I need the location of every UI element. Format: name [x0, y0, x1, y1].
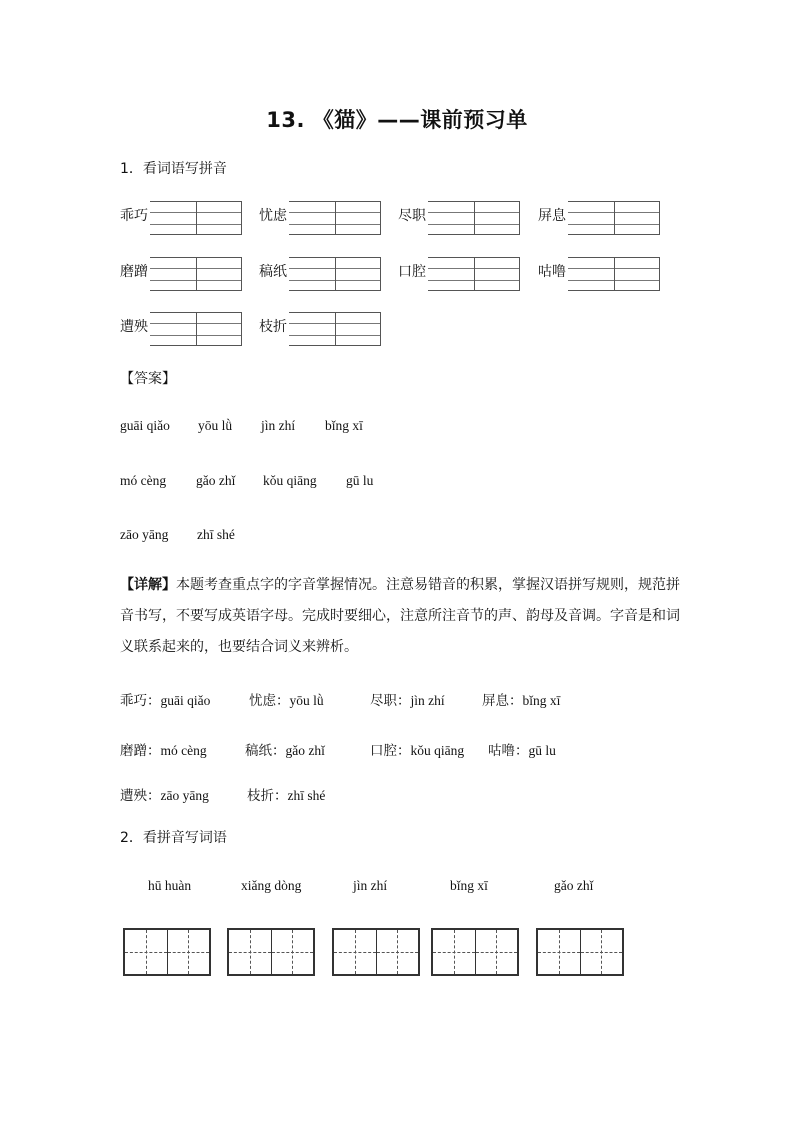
detail-label: 【详解】: [120, 577, 176, 593]
detail-word: 口腔：: [370, 743, 411, 759]
pinyin-writing-grid[interactable]: [150, 201, 242, 235]
q2-pinyin: jìn zhí: [353, 878, 388, 893]
pinyin-writing-grid[interactable]: [150, 257, 242, 291]
detail-pinyin: zāo yāng: [160, 788, 209, 803]
character-writing-box[interactable]: [332, 928, 420, 976]
pinyin-writing-grid[interactable]: [428, 257, 520, 291]
answer-pinyin: bǐng xī: [325, 418, 363, 433]
word-label: 口腔: [398, 264, 426, 280]
answer-heading: 【答案】: [120, 371, 176, 387]
detail-pinyin: bǐng xī: [522, 693, 561, 708]
answer-pinyin: zhī shé: [197, 527, 235, 542]
detail-pair: [370, 689, 445, 709]
detail-pair: [120, 689, 210, 709]
detail-word: 稿纸：: [245, 743, 286, 759]
word-label: 遭殃: [120, 319, 148, 335]
answer-pinyin: zāo yāng: [120, 527, 169, 542]
detail-word: 咕噜：: [488, 743, 529, 759]
question-1-heading: 1．看词语写拼音: [120, 161, 227, 177]
answer-pinyin: kǒu qiāng: [263, 473, 317, 488]
question-2-heading: 2．看拼音写词语: [120, 830, 227, 846]
detail-pair: [370, 739, 464, 759]
detail-pinyin: kǒu qiāng: [410, 743, 465, 758]
detail-word: 屏息：: [482, 693, 523, 709]
answer-pinyin: gū lu: [346, 473, 374, 488]
detail-word: 枝折：: [247, 788, 288, 804]
word-label: 忧虑: [259, 208, 287, 224]
detail-pair: [120, 739, 207, 759]
q2-pinyin: hū huàn: [148, 878, 192, 893]
detail-word: 忧虑：: [249, 693, 290, 709]
word-label: 稿纸: [259, 264, 287, 280]
word-label: 尽职: [398, 208, 426, 224]
answer-pinyin: guāi qiǎo: [120, 418, 170, 433]
character-writing-box[interactable]: [431, 928, 519, 976]
answer-pinyin: mó cèng: [120, 473, 167, 488]
detail-pair: [488, 739, 556, 759]
pinyin-writing-grid[interactable]: [289, 257, 381, 291]
detail-text: 本题考查重点字的字音掌握情况。注意易错音的积累，掌握汉语拼写规则，规范拼音书写，不要写成英语字母。完成时要细心，注意所注音节的声、韵母及音调。字音是和词义联系起来的，也要结合词义来辨析。: [120, 577, 680, 655]
pinyin-writing-grid[interactable]: [289, 312, 381, 346]
detail-pinyin: gǎo zhǐ: [285, 743, 325, 758]
detail-word: 尽职：: [370, 693, 411, 709]
detail-word: 遭殃：: [120, 788, 161, 804]
detail-pinyin: gū lu: [528, 743, 556, 758]
pinyin-writing-grid[interactable]: [568, 257, 660, 291]
detail-word: 磨蹭：: [120, 743, 161, 759]
word-label: 屏息: [538, 208, 566, 224]
word-label: 磨蹭: [120, 264, 148, 280]
character-writing-box[interactable]: [227, 928, 315, 976]
word-label: 枝折: [259, 319, 287, 335]
q2-pinyin: xiǎng dòng: [241, 878, 302, 893]
detail-pair: [482, 689, 560, 709]
pinyin-writing-grid[interactable]: [150, 312, 242, 346]
q2-pinyin: gǎo zhǐ: [554, 878, 594, 893]
word-label: 咕噜: [538, 264, 566, 280]
detail-pair: [249, 689, 324, 709]
pinyin-writing-grid[interactable]: [568, 201, 660, 235]
character-writing-box[interactable]: [536, 928, 624, 976]
detail-explanation: [120, 570, 680, 663]
answer-pinyin: yōu lǜ: [198, 418, 233, 433]
q2-pinyin: bǐng xī: [450, 878, 488, 893]
detail-pinyin: yōu lǜ: [289, 693, 324, 708]
answer-pinyin: jìn zhí: [261, 418, 296, 433]
character-writing-box[interactable]: [123, 928, 211, 976]
detail-pair: [247, 784, 325, 804]
answer-pinyin: gǎo zhǐ: [196, 473, 236, 488]
pinyin-writing-grid[interactable]: [289, 201, 381, 235]
detail-pinyin: zhī shé: [287, 788, 326, 803]
detail-pinyin: mó cèng: [160, 743, 207, 758]
detail-pair: [245, 739, 325, 759]
detail-pinyin: guāi qiǎo: [160, 693, 211, 708]
detail-word: 乖巧：: [120, 693, 161, 709]
page-title: 13. 《猫》——课前预习单: [266, 108, 528, 132]
detail-pinyin: jìn zhí: [410, 693, 445, 708]
pinyin-writing-grid[interactable]: [428, 201, 520, 235]
detail-pair: [120, 784, 209, 804]
word-label: 乖巧: [120, 208, 148, 224]
